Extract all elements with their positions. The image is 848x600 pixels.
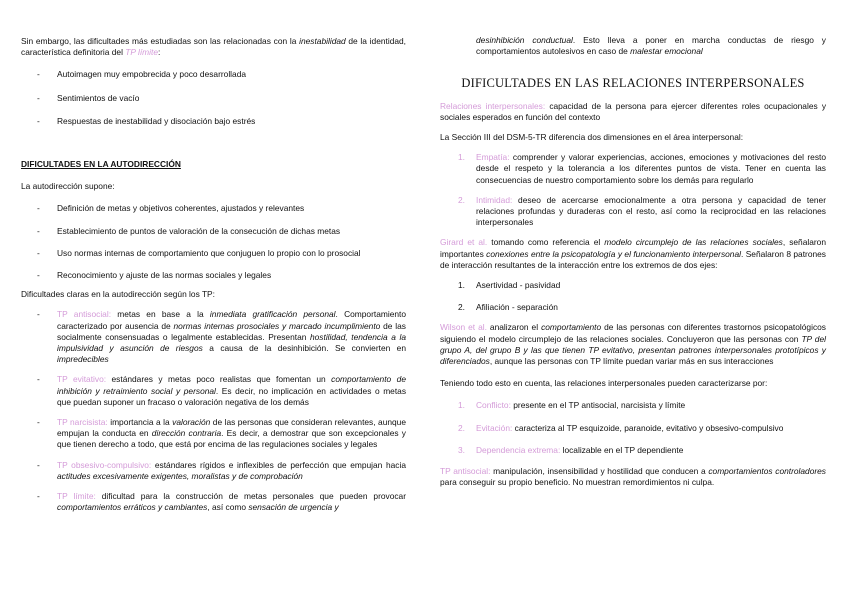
list-item: - Establecimiento de puntos de valoración de la consecución de dichas metas	[21, 226, 406, 237]
teniendo-paragraph: Teniendo todo esto en cuenta, las relaciones interpersonales pueden caracterizarse por:	[440, 378, 768, 389]
tp-narcisista-item: - TP narcisista: importancia a la valoración de las personas que consideran relevantes, aunque empujan la conducta en dirección contraria. Es decir, a demostrar que son excepcionales y que tienen derecho a todo, que está por encima de las regulaciones sociales y legales	[21, 417, 406, 451]
antisocial-paragraph: TP antisocial: manipulación, insensibilidad y hostilidad que conducen a comportamientos controladores para conseguir su propio beneficio. No muestran remordimientos ni culpa.	[440, 466, 826, 488]
identity-intro-paragraph: Sin embargo, las dificultades más estudiadas son las relacionadas con la inestabilidad de la identidad, característica definitoria del TP límite:	[21, 36, 406, 58]
list-item: 1. Asertividad - pasividad	[458, 280, 561, 291]
tp-evitativo-item: - TP evitativo: estándares y metas poco realistas que fomentan un comportamiento de inhibición y retraimiento social y personal. Es decir, no implicación en actividades o metas que puedan suponer un fracaso o valoración negativa de los demás	[21, 374, 406, 408]
wilson-paragraph: Wilson et al. analizaron el comportamiento de las personas con diferentes trastornos psicopatológicos siguiendo el modelo circumplejo de las relaciones sociales. Concluyeron que las personas con TP del grupo A, del grupo B y las que tienen TP evitativo, presentan patrones interpersonales prototípicos y diferenciados, aunque las personas con TP límite puedan variar más en sus interacciones	[440, 322, 826, 367]
list-item: 1. Empatía: comprender y valorar experiencias, acciones, emociones y motivaciones del resto desde el respeto y la tolerancia a los diferentes puntos de vista. Tener en cuenta las consecuencias de nuestro comportamiento sobre los demás para regularlo	[458, 152, 826, 185]
dsm-seccion-paragraph: La Sección III del DSM-5-TR diferencia dos dimensiones en el área interpersonal:	[440, 132, 744, 143]
list-item: - Definición de metas y objetivos coherentes, ajustados y relevantes	[21, 203, 406, 214]
girard-paragraph: Girard et al. tomando como referencia el modelo circumplejo de las relaciones sociales, señalaron importantes conexiones entre la psicopatología y el funcionamiento interpersonal. Señalaron 8 patrones de interacción resultantes de la interacción entre los extremos de dos ejes:	[440, 237, 826, 270]
list-item: 3. Dependencia extrema: localizable en el TP dependiente	[458, 444, 684, 455]
page-title: DIFICULTADES EN LAS RELACIONES INTERPERSONALES	[461, 76, 805, 91]
list-item: 2. Afiliación - separación	[458, 302, 558, 313]
list-item: - Autoimagen muy empobrecida y poco desarrollada	[21, 69, 406, 80]
dificultades-intro: Dificultades claras en la autodirección según los TP:	[21, 289, 215, 300]
section-heading: DIFICULTADES EN LA AUTODIRECCIÓN	[21, 159, 181, 170]
list-item: - Uso normas internas de comportamiento que conjuguen lo propio con lo prosocial	[21, 248, 406, 259]
list-item: - Reconocimiento y ajuste de las normas sociales y legales	[21, 270, 406, 281]
tp-limite-item: - TP límite: dificultad para la construcción de metas personales que pueden provocar comportamientos erráticos y cambiantes, así como sensación de urgencia y	[21, 491, 406, 513]
left-column	[21, 0, 406, 513]
autodireccion-intro: La autodirección supone:	[21, 181, 115, 192]
right-column	[440, 0, 826, 488]
list-item: 2. Intimidad: deseo de acercarse emocionalmente a otra persona y capacidad de tener relaciones profundas y duraderas con el resto, así como la reciprocidad en las relaciones interpersonales	[458, 194, 826, 228]
tp-obsesivo-item: - TP obsesivo-compulsivo: estándares rígidos e inflexibles de perfección que empujan hacia actitudes excesivamente exigentes, moralistas y de comprobación	[21, 460, 406, 482]
list-item: 1. Conflicto: presente en el TP antisocial, narcisista y límite	[458, 400, 686, 411]
continuation-paragraph: desinhibición conductual. Esto lleva a poner en marcha conductas de riesgo y comportamientos autolesivos en caso de malestar emocional	[476, 35, 826, 57]
relaciones-definition: Relaciones interpersonales: capacidad de la persona para ejercer diferentes roles ocupacionales y sociales esperados en función del contexto	[440, 100, 827, 122]
list-item: - Respuestas de inestabilidad y disociación bajo estrés	[21, 116, 406, 127]
list-item: 2. Evitación: caracteriza al TP esquizoide, paranoide, evitativo y obsesivo-compulsivo	[458, 422, 784, 433]
tp-antisocial-item: - TP antisocial: metas en base a la inmediata gratificación personal. Comportamiento caracterizado por ausencia de normas internas prosociales y marcado incumplimiento de las socialmente consensuadas o legalmente establecidas. Presentan hostilidad, tendencia a la impulsividad y asunción de riesgos a causa de la desinhibición. Se convierten en impredecibles	[21, 309, 406, 365]
list-item: - Sentimientos de vacío	[21, 93, 406, 104]
